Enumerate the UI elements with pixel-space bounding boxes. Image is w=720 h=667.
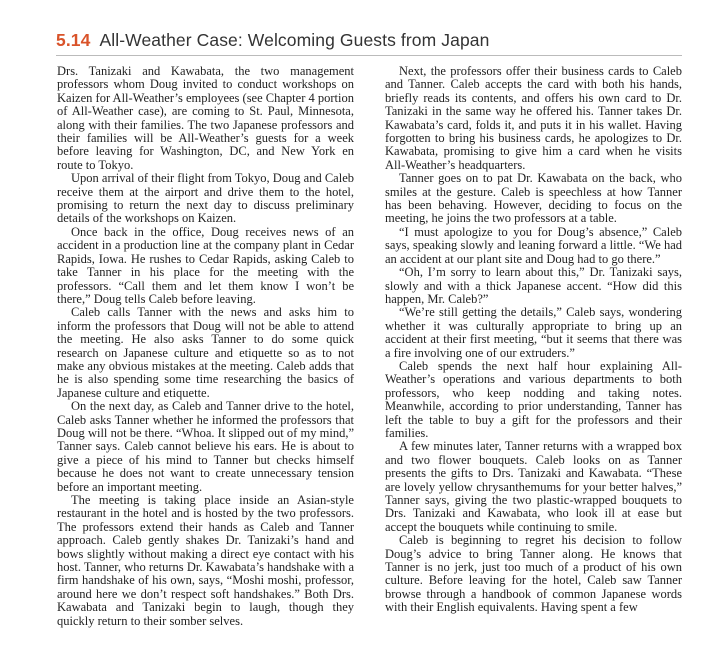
right-column bbox=[385, 65, 682, 615]
section-header bbox=[56, 30, 489, 51]
paragraph: Caleb spends the next half hour explaining All-Weather’s operations and various departments to both professors, who keep nodding and taking notes. Meanwhile, according to prior understanding, Tanner has left the table to buy a gift for the professors and their families. bbox=[385, 358, 682, 440]
paragraph: Once back in the office, Doug receives news of an accident in a production line at the company plant in Cedar Rapids, Iowa. He rushes to Cedar Rapids, asking Caleb to take Tanner in his place for the meeting with the professors. “Call them and let them know I won’t be there,” Doug tells Caleb before leaving. bbox=[57, 224, 354, 306]
paragraph: “Oh, I’m sorry to learn about this,” Dr. Tanizaki says, slowly and with a thick Japanese accent. “How did this happen, Mr. Caleb?” bbox=[385, 265, 682, 306]
paragraph: Upon arrival of their flight from Tokyo, Doug and Caleb receive them at the airport and drive them to the hotel, promising to return the next day to discuss preliminary details of the workshops on Kaizen. bbox=[57, 171, 354, 226]
paragraph: “I must apologize to you for Doug’s absence,” Caleb says, speaking slowly and leaning forward a little. “We had an accident at our plant site and Doug had to go there.” bbox=[385, 224, 682, 266]
paragraph: Caleb is beginning to regret his decision to follow Doug’s advice to bring Tanner along. He knows that Tanner is no jerk, just too much of a product of his own culture. Before leaving for the hotel, Caleb saw Tanner browse through a handbook of common Japanese words with their English equivalents. Having spent a few bbox=[385, 533, 682, 615]
header-rule bbox=[56, 55, 682, 56]
section-title: All-Weather Case: Welcoming Guests from Japan bbox=[99, 30, 490, 50]
section-number: 5.14 bbox=[56, 30, 91, 50]
paragraph: On the next day, as Caleb and Tanner drive to the hotel, Caleb asks Tanner whether he informed the professors that Doug will not be there. “Whoa. It slipped out of my mind,” Tanner says. Caleb cannot believe his ears. He is about to give a piece of his mind to Tanner but checks himself because he does not want to create unnecessary tension before an important meeting. bbox=[57, 399, 354, 494]
paragraph: Drs. Tanizaki and Kawabata, the two management professors whom Doug invited to conduct workshops on Kaizen for All-Weather’s employees (see Chapter 4 portion of All-Weather case), are coming to St. Paul, Minnesota, along with their families. The two Japanese professors and their families will be All-Weather’s guests for a week before leaving for Washington, DC, and New York en route to Tokyo. bbox=[57, 64, 354, 172]
left-column bbox=[57, 65, 354, 628]
paragraph: A few minutes later, Tanner returns with a wrapped box and two flower bouquets. Caleb looks on as Tanner presents the gifts to Drs. Tanizaki and Kawabata. “These are lovely yellow chrysanthemums for your better halves,” Tanner says, giving the two plastic-wrapped bouquets to Drs. Tanizaki and Kawabata, who look ill at ease but accept the bouquets while continuing to smile. bbox=[385, 439, 682, 534]
paragraph: Tanner goes on to pat Dr. Kawabata on the back, who smiles at the gesture. Caleb is speechless at how Tanner has been behaving. However, deciding to focus on the meeting, he joins the two professors at a table. bbox=[385, 171, 682, 226]
paragraph: Caleb calls Tanner with the news and asks him to inform the professors that Doug will not be able to attend the meeting. He also asks Tanner to do some quick research on Japanese culture and etiquette so as to not make any obvious mistakes at the meeting. Caleb adds that he is also spending some time researching the basics of Japanese culture and etiquette. bbox=[57, 305, 354, 400]
paragraph: Next, the professors offer their business cards to Caleb and Tanner. Caleb accepts the card with both his hands, briefly reads its contents, and offers his own card to Dr. Tanizaki in the same way he offered his. Tanner takes Dr. Kawabata’s card, folds it, and puts it in his wallet. Having forgotten to bring his business cards, he apologizes to Dr. Kawabata, promising to give him a card when he visits All-Weather’s headquarters. bbox=[385, 64, 682, 172]
paragraph: “We’re still getting the details,” Caleb says, wondering whether it was culturally appropriate to bring up an accident at their first meeting, “but it seems that there was a fire involving one of our extruders.” bbox=[385, 305, 682, 360]
paragraph: The meeting is taking place inside an Asian-style restaurant in the hotel and is hosted by the two professors. The professors extend their hands as Caleb and Tanner approach. Caleb gently shakes Dr. Tanizaki’s hand and bows slightly without making a direct eye contact with his host. Tanner, who returns Dr. Kawabata’s handshake with a firm handshake of his own, says, “Moshi moshi, professor, around here we don’t respect soft handshakes.” Both Drs. Kawabata and Tanizaki begin to laugh, though they quickly return to their somber selves. bbox=[57, 493, 354, 628]
